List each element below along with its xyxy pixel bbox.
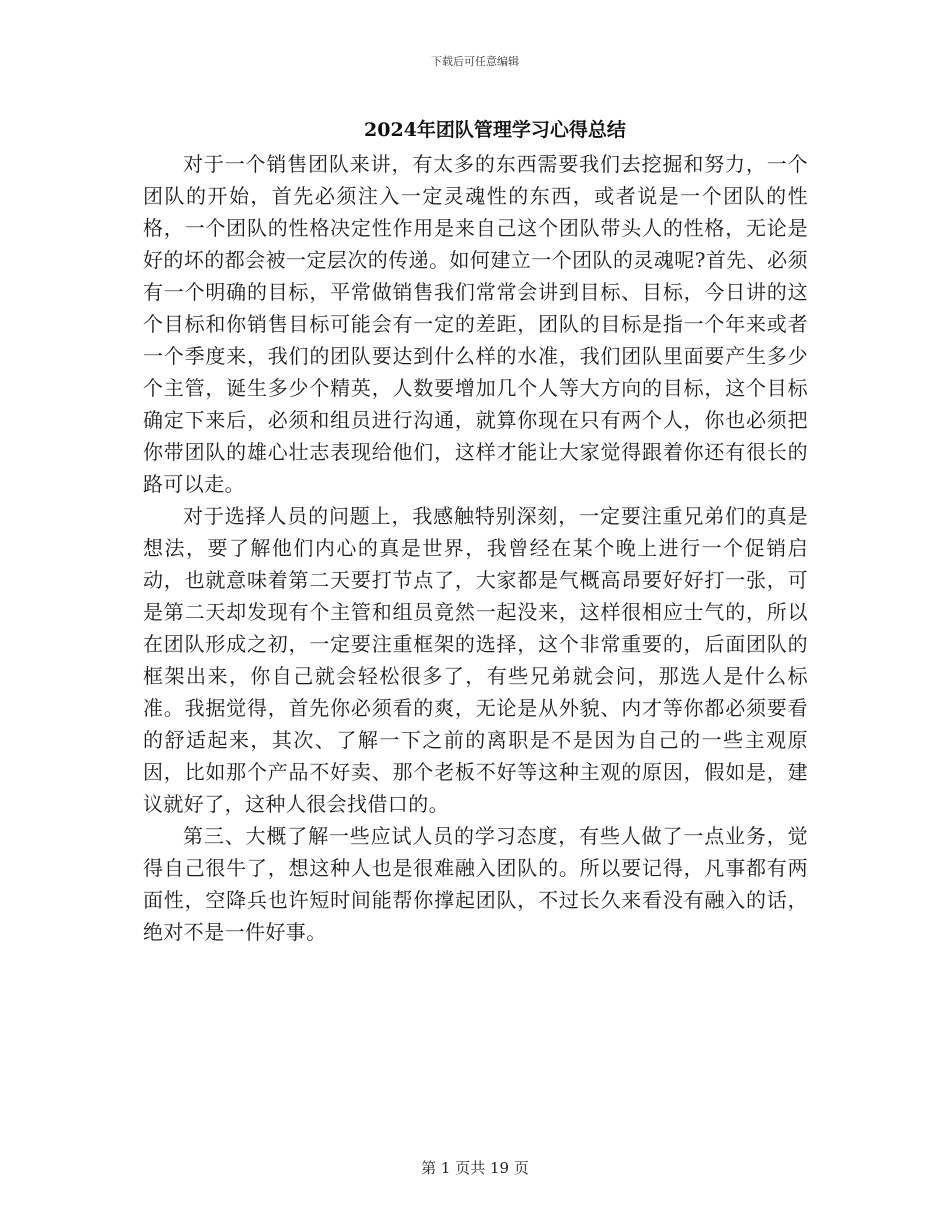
paragraph-1: 对于一个销售团队来讲，有太多的东西需要我们去挖掘和努力，一个团队的开始，首先必须注入一定灵魂性的东西，或者说是一个团队的性格，一个团队的性格决定性作用是来自己这个团队带头人的性格，无论是好的坏的都会被一定层次的传递。如何建立一个团队的灵魂呢?首先、必须有一个明确的目标，平常做销售我们常常会讲到目标、目标，今日讲的这个目标和你销售目标可能会有一定的差距，团队的目标是指一个年来或者一个季度来，我们的团队要达到什么样的水准，我们团队里面要产生多少个主管，诞生多少个精英，人数要增加几个人等大方向的目标，这个目标确定下来后，必须和组员进行沟通，就算你现在只有两个人，你也必须把你带团队的雄心壮志表现给他们，这样才能让大家觉得跟着你还有很长的路可以走。 (143, 152, 808, 496)
header-note: 下载后可任意编辑 (431, 55, 519, 68)
document-body (143, 148, 808, 948)
document-title: 2024年团队管理学习心得总结 (364, 119, 626, 141)
page-footer: 第 1 页共 19 页 (421, 1159, 529, 1177)
paragraph-3: 第三、大概了解一些应试人员的学习态度，有些人做了一点业务，觉得自己很牛了，想这种人也是很难融入团队的。所以要记得，凡事都有两面性，空降兵也许短时间能帮你撑起团队，不过长久来看没有融入的话，绝对不是一件好事。 (143, 824, 808, 944)
paragraph-2: 对于选择人员的问题上，我感触特别深刻，一定要注重兄弟们的真是想法，要了解他们内心的真是世界，我曾经在某个晚上进行一个促销启动，也就意味着第二天要打节点了，大家都是气概高昂要好好打一张，可是第二天却发现有个主管和组员竟然一起没来，这样很相应士气的，所以在团队形成之初，一定要注重框架的选择，这个非常重要的，后面团队的框架出来，你自己就会轻松很多了，有些兄弟就会问，那选人是什么标准。我据觉得，首先你必须看的爽，无论是从外貌、内才等你都必须要看的舒适起来，其次、了解一下之前的离职是不是因为自己的一些主观原因，比如那个产品不好卖、那个老板不好等这种主观的原因，假如是，建议就好了，这种人很会找借口的。 (143, 504, 808, 816)
